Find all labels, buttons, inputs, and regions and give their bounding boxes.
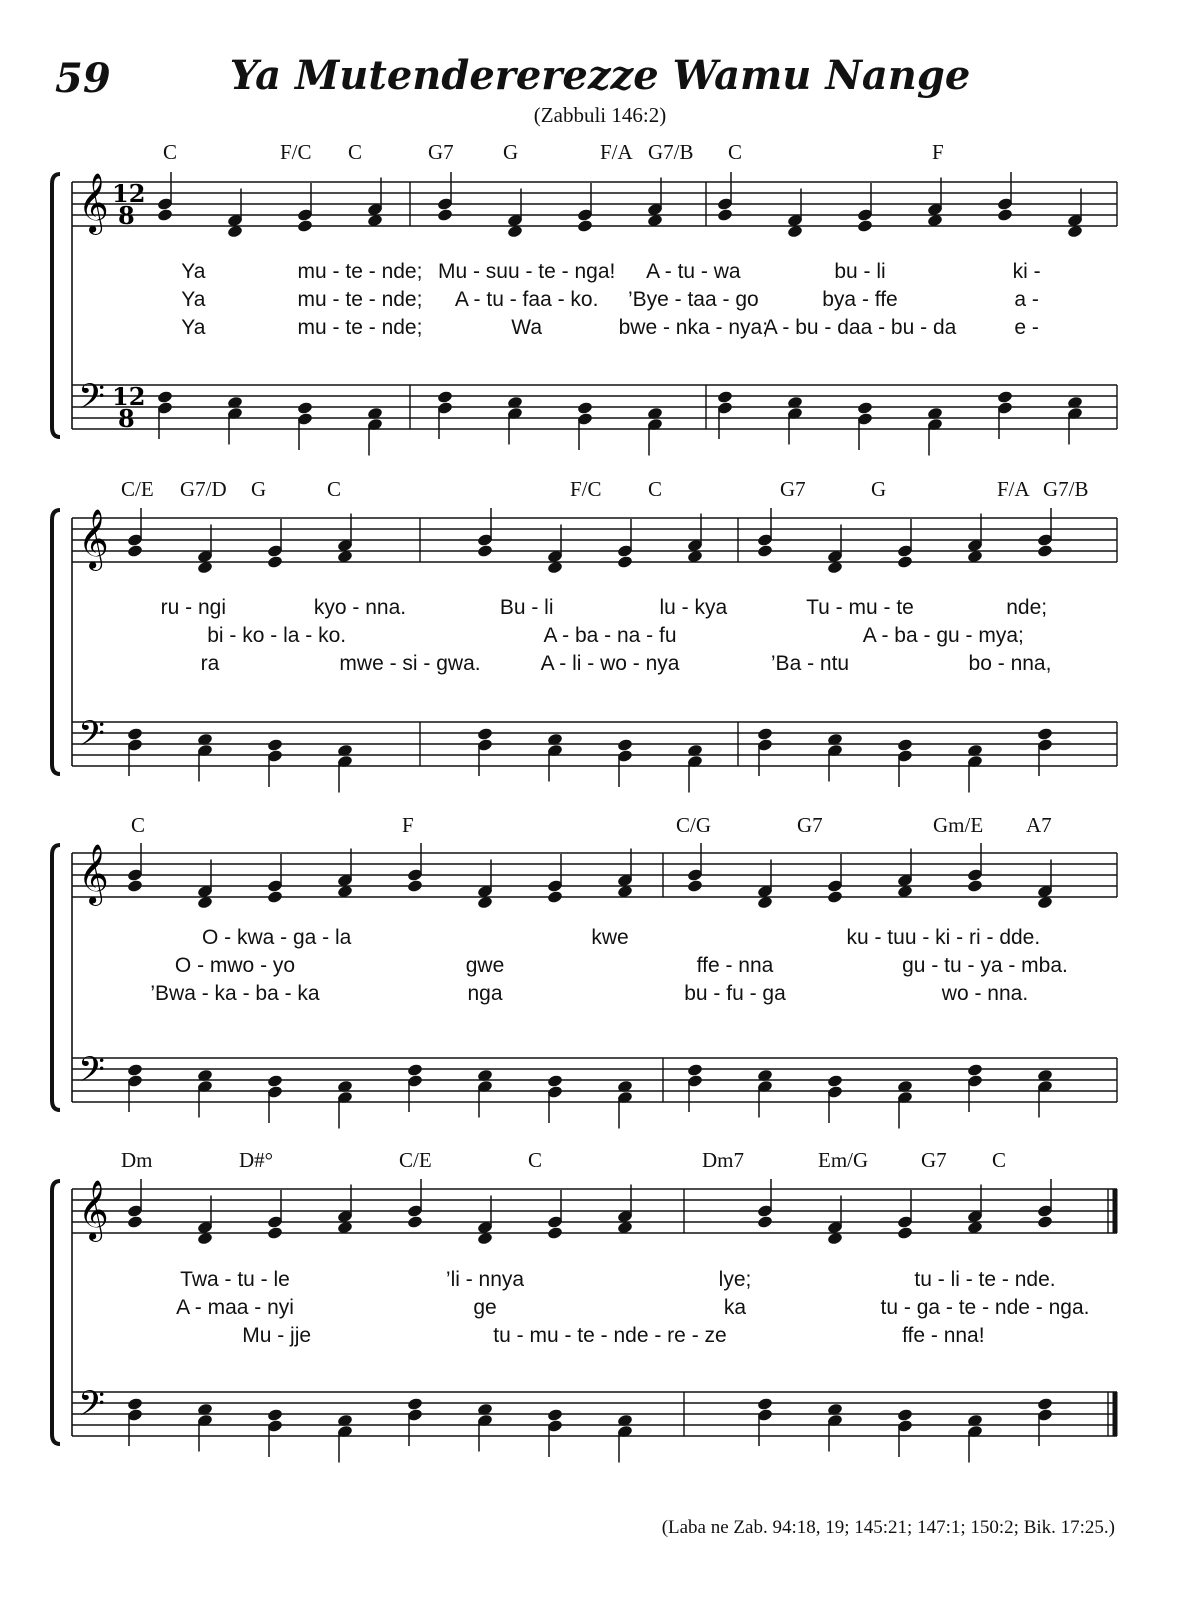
treble-clef-icon: 𝄞 xyxy=(78,509,109,569)
chord-symbol: G7/B xyxy=(648,140,694,164)
lyric-segment: ’Bwa - ka - ba - ka xyxy=(150,982,320,1005)
lyric-segment: ku - tuu - ki - ri - dde. xyxy=(846,926,1041,949)
lyric-segment: ’li - nnya xyxy=(445,1268,525,1291)
bass-note xyxy=(547,1408,564,1422)
chord-symbol: F/C xyxy=(570,477,602,501)
lyric-segment: A - maa - nyi xyxy=(176,1296,294,1319)
bass-clef-icon: 𝄢 xyxy=(78,1383,106,1432)
treble-note xyxy=(267,1226,284,1240)
treble-clef-icon: 𝄞 xyxy=(78,1180,109,1240)
chord-symbol: G7 xyxy=(428,140,454,164)
lyric-segment: Bu - li xyxy=(499,596,554,619)
lyric-segment: A - bu - daa - bu - da xyxy=(763,316,957,339)
lyric-segment: bi - ko - la - ko. xyxy=(207,624,347,647)
lyric-segment: ge xyxy=(473,1296,497,1319)
treble-note xyxy=(127,1215,144,1229)
chord-symbol: C xyxy=(163,140,178,164)
chord-symbol: F xyxy=(932,140,944,164)
chord-symbol: G xyxy=(503,140,519,164)
lyric-segment: mwe - si - gwa. xyxy=(339,652,481,675)
lyric-segment: wo - nna. xyxy=(941,982,1029,1005)
time-signature-denominator: 8 xyxy=(118,404,135,433)
bass-note xyxy=(757,1397,774,1411)
lyric-segment: A - ba - na - fu xyxy=(543,624,677,647)
lyric-segment: kwe xyxy=(591,926,629,949)
chord-symbol: G xyxy=(251,477,267,501)
bass-note xyxy=(1037,1397,1054,1411)
lyric-segment: Twa - tu - le xyxy=(180,1268,290,1291)
chord-symbol: C xyxy=(728,140,743,164)
chord-symbol: C xyxy=(348,140,363,164)
lyric-segment: mu - te - nde; xyxy=(297,260,423,283)
chord-symbol: A7 xyxy=(1026,813,1052,837)
chord-symbol: C xyxy=(327,477,342,501)
lyric-segment: ’Ba - ntu xyxy=(770,652,850,675)
chord-symbol: C/G xyxy=(676,813,712,837)
bass-clef-icon: 𝄢 xyxy=(78,713,106,762)
lyric-segment: ffe - nna xyxy=(696,954,774,977)
bass-staff xyxy=(72,1392,1117,1436)
lyric-segment: a - xyxy=(1014,288,1039,311)
bass-note xyxy=(407,1397,424,1411)
lyric-segment: A - li - wo - nya xyxy=(540,652,680,675)
chord-symbol: F/A xyxy=(997,477,1030,501)
lyric-segment: bu - li xyxy=(834,260,886,283)
bass-clef-icon: 𝄢 xyxy=(78,376,106,425)
lyric-segment: Ya xyxy=(181,260,206,283)
lyric-segment: O - mwo - yo xyxy=(174,954,296,977)
lyric-segment: gwe xyxy=(465,954,505,977)
lyric-segment: A - tu - faa - ko. xyxy=(454,288,599,311)
scripture-reference: (Zabbuli 146:2) xyxy=(533,103,667,127)
lyric-segment: bwe - nka - nya; xyxy=(618,316,769,339)
lyric-segment: tu - li - te - nde. xyxy=(914,1268,1056,1291)
lyric-segment: kyo - nna. xyxy=(313,596,407,619)
chord-symbol: F/C xyxy=(280,140,312,164)
chord-symbol: Dm xyxy=(121,1148,153,1172)
chord-symbol: F xyxy=(402,813,414,837)
lyric-segment: tu - ga - te - nde - nga. xyxy=(880,1296,1090,1319)
bass-note xyxy=(127,1397,144,1411)
system-bracket xyxy=(52,1181,60,1444)
treble-staff xyxy=(72,1189,1117,1233)
chord-symbol: C/E xyxy=(399,1148,432,1172)
chord-symbol: C/E xyxy=(121,477,154,501)
chord-symbol: G xyxy=(871,477,887,501)
lyric-segment: e - xyxy=(1014,316,1039,339)
lyric-segment: ffe - nna! xyxy=(902,1324,985,1347)
lyric-segment: bo - nna, xyxy=(968,652,1052,675)
chord-symbol: G7/D xyxy=(180,477,227,501)
time-signature-denominator: 8 xyxy=(118,201,135,230)
lyric-segment: ru - ngi xyxy=(160,596,227,619)
treble-clef-icon: 𝄞 xyxy=(78,173,109,233)
chord-symbol: G7 xyxy=(780,477,806,501)
treble-clef-icon: 𝄞 xyxy=(78,844,109,904)
chord-symbol: D#° xyxy=(239,1148,274,1172)
lyric-segment: Wa xyxy=(511,316,543,339)
lyric-segment: bya - ffe xyxy=(822,288,898,311)
treble-note xyxy=(1037,1215,1054,1229)
lyric-segment: Tu - mu - te xyxy=(806,596,914,619)
chord-symbol: F/A xyxy=(600,140,633,164)
time-signature-numerator: 12 xyxy=(112,382,146,411)
chord-symbol: Dm7 xyxy=(702,1148,744,1172)
lyric-segment: lye; xyxy=(718,1268,752,1291)
lyric-segment: O - kwa - ga - la xyxy=(201,926,352,949)
chord-symbol: G7/B xyxy=(1043,477,1089,501)
lyric-segment: mu - te - nde; xyxy=(297,316,423,339)
lyric-segment: ki - xyxy=(1012,260,1041,283)
lyric-segment: bu - fu - ga xyxy=(684,982,786,1005)
chord-symbol: Gm/E xyxy=(933,813,984,837)
lyric-segment: lu - kya xyxy=(659,596,728,619)
lyric-segment: Mu - jje xyxy=(242,1324,312,1347)
hymn-title: Ya Mutendererezze Wamu Nange xyxy=(229,52,971,99)
footnote-references: (Laba ne Zab. 94:18, 19; 145:21; 147:1; 150:2; Bik. 17:25.) xyxy=(661,1517,1115,1538)
lyric-segment: ’Bye - taa - go xyxy=(627,288,759,311)
lyric-segment: mu - te - nde; xyxy=(297,288,423,311)
treble-note xyxy=(547,1226,564,1240)
lyric-segment: A - ba - gu - mya; xyxy=(862,624,1024,647)
lyric-segment: tu - mu - te - nde - re - ze xyxy=(493,1324,727,1347)
treble-note xyxy=(897,1226,914,1240)
chord-symbol: C xyxy=(992,1148,1007,1172)
bass-clef-icon: 𝄢 xyxy=(78,1049,106,1098)
chord-symbol: G7 xyxy=(921,1148,947,1172)
lyric-segment: Ya xyxy=(181,316,206,339)
chord-symbol: C xyxy=(131,813,146,837)
chord-symbol: G7 xyxy=(797,813,823,837)
time-signature-numerator: 12 xyxy=(112,179,146,208)
lyric-segment: ra xyxy=(200,652,220,675)
lyric-segment: nde; xyxy=(1006,596,1048,619)
chord-symbol: C xyxy=(648,477,663,501)
lyric-segment: Mu - suu - te - nga! xyxy=(437,260,616,283)
bass-note xyxy=(897,1408,914,1422)
hymn-number: 59 xyxy=(55,55,111,102)
chord-symbol: C xyxy=(528,1148,543,1172)
treble-note xyxy=(757,1215,774,1229)
treble-note xyxy=(407,1215,424,1229)
lyric-segment: A - tu - wa xyxy=(646,260,741,283)
lyric-segment: Ya xyxy=(181,288,206,311)
lyric-segment: nga xyxy=(467,982,503,1005)
lyric-segment: gu - tu - ya - mba. xyxy=(902,954,1068,977)
lyric-segment: ka xyxy=(723,1296,747,1319)
bass-note xyxy=(267,1408,284,1422)
chord-symbol: Em/G xyxy=(818,1148,869,1172)
